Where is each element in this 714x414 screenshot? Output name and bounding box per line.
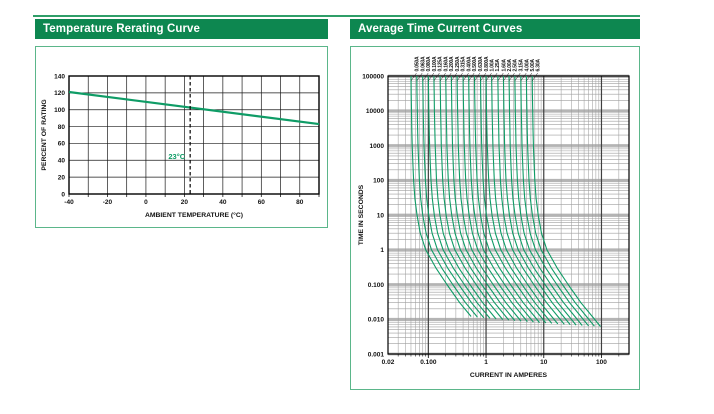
left-panel-title: Temperature Rerating Curve: [43, 23, 201, 35]
time-current-curves-chart: [351, 47, 639, 389]
svg-text:10000: 10000: [365, 108, 384, 116]
right-panel-title: Average Time Current Curves: [358, 23, 523, 35]
left-panel-title-bar: [35, 19, 328, 39]
svg-text:1000: 1000: [369, 142, 384, 150]
svg-text:0.400A: 0.400A: [466, 56, 473, 72]
svg-text:1: 1: [380, 247, 384, 255]
svg-text:0.250A: 0.250A: [454, 56, 461, 72]
temperature-rerating-chart: [36, 47, 327, 227]
svg-text:40: 40: [219, 199, 227, 206]
svg-text:80: 80: [296, 199, 304, 206]
svg-text:60: 60: [57, 140, 65, 148]
svg-text:1.60A: 1.60A: [501, 59, 508, 72]
time-current-curves-chart-box: [350, 46, 640, 390]
svg-text:100000: 100000: [362, 73, 384, 81]
svg-text:4.00A: 4.00A: [524, 59, 531, 72]
svg-text:5.00A: 5.00A: [529, 59, 536, 72]
svg-text:6.30A: 6.30A: [535, 59, 542, 72]
svg-text:23°C: 23°C: [168, 152, 186, 161]
svg-text:0.100A: 0.100A: [431, 56, 438, 72]
svg-text:1: 1: [484, 359, 488, 366]
svg-text:0.001: 0.001: [367, 351, 384, 359]
svg-text:-20: -20: [102, 199, 113, 206]
temperature-rerating-chart-box: [35, 46, 328, 228]
svg-text:0.800A: 0.800A: [483, 56, 490, 72]
svg-text:10: 10: [540, 359, 548, 366]
svg-text:2.00A: 2.00A: [506, 59, 513, 72]
svg-text:CURRENT IN AMPERES: CURRENT IN AMPERES: [469, 372, 548, 379]
svg-text:1.25A: 1.25A: [495, 59, 502, 72]
svg-text:0.200A: 0.200A: [449, 56, 456, 72]
svg-text:0.100: 0.100: [420, 359, 437, 366]
svg-text:140: 140: [54, 73, 65, 81]
svg-text:100: 100: [596, 359, 607, 366]
svg-text:PERCENT OF RATING: PERCENT OF RATING: [41, 99, 48, 171]
svg-text:0.010: 0.010: [367, 316, 384, 324]
svg-text:20: 20: [57, 174, 65, 182]
svg-text:-40: -40: [64, 199, 74, 206]
svg-text:10: 10: [376, 212, 384, 220]
svg-text:0.02: 0.02: [381, 359, 395, 366]
svg-text:120: 120: [54, 90, 65, 98]
svg-text:60: 60: [257, 199, 265, 206]
svg-text:100: 100: [373, 177, 384, 185]
svg-text:0.100: 0.100: [367, 281, 384, 289]
svg-text:0.315A: 0.315A: [460, 56, 467, 72]
svg-text:40: 40: [57, 157, 65, 165]
svg-text:AMBIENT TEMPERATURE (°C): AMBIENT TEMPERATURE (°C): [144, 212, 244, 219]
svg-text:80: 80: [57, 123, 65, 131]
svg-text:20: 20: [180, 199, 189, 206]
svg-text:0: 0: [144, 199, 148, 206]
svg-text:0.080A: 0.080A: [426, 56, 433, 72]
svg-text:3.15A: 3.15A: [518, 59, 525, 72]
svg-text:2.50A: 2.50A: [512, 59, 519, 72]
svg-text:0: 0: [61, 191, 65, 199]
right-panel-title-bar: [350, 19, 640, 39]
svg-text:0.630A: 0.630A: [477, 56, 484, 72]
svg-text:0.050A: 0.050A: [414, 56, 421, 72]
svg-text:0.063A: 0.063A: [420, 56, 427, 72]
svg-text:0.160A: 0.160A: [443, 56, 450, 72]
svg-text:100: 100: [54, 107, 65, 115]
svg-text:TIME IN SECONDS: TIME IN SECONDS: [358, 184, 365, 246]
svg-text:0.125A: 0.125A: [437, 56, 444, 72]
svg-text:0.500A: 0.500A: [472, 56, 479, 72]
svg-text:1.00A: 1.00A: [489, 59, 496, 72]
page-top-rule: [33, 15, 640, 17]
